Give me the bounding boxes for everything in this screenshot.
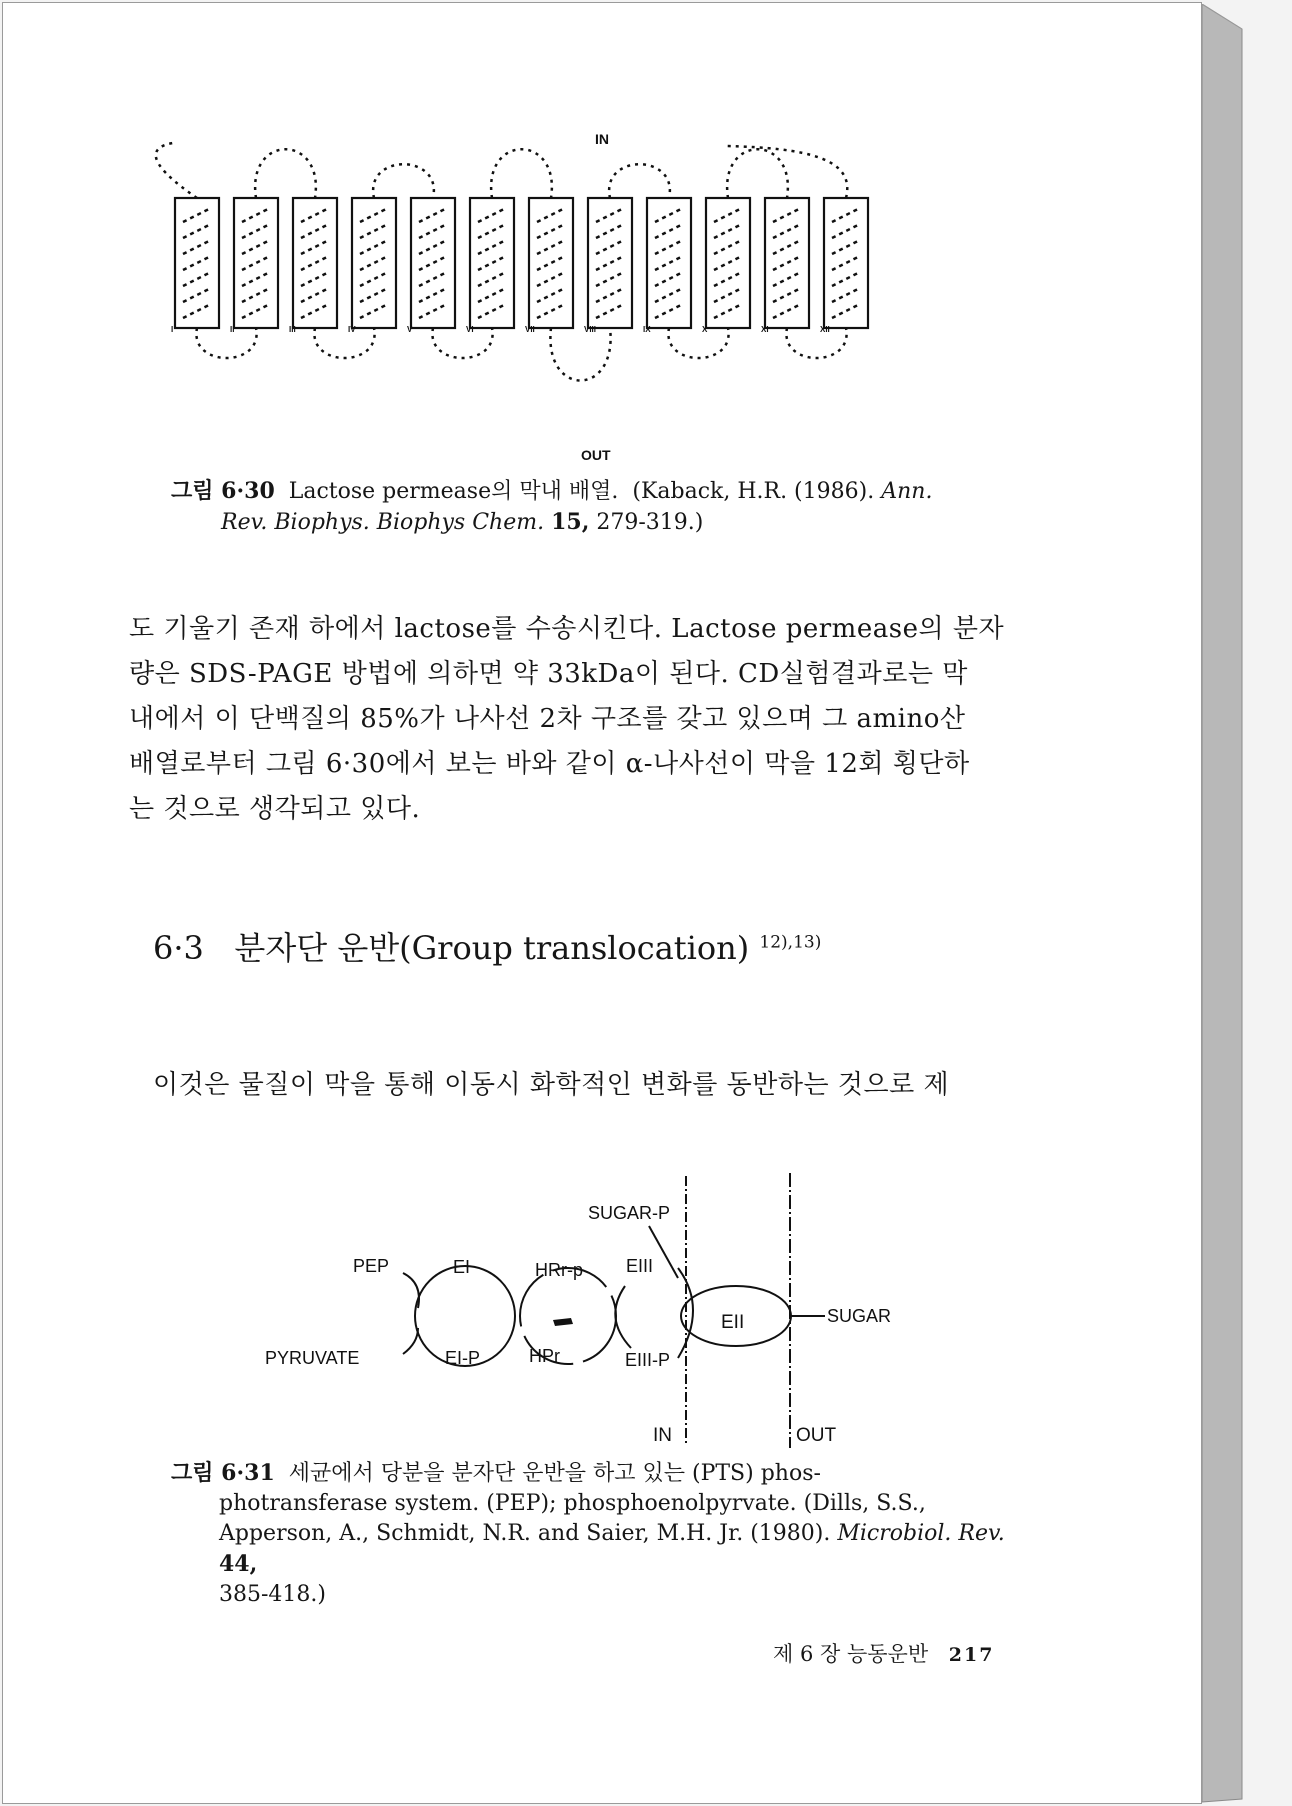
residue-stroke xyxy=(596,208,624,222)
helix-box xyxy=(293,198,337,328)
cytoplasmic-loop xyxy=(255,149,316,198)
helix-box xyxy=(529,198,573,328)
section-refs: 12),13) xyxy=(759,932,822,953)
residue-stroke xyxy=(832,224,860,238)
fig1-caption-journal-2: Rev. Biophys. Biophys Chem. xyxy=(221,510,545,535)
residue-stroke xyxy=(655,304,683,318)
residue-stroke xyxy=(596,272,624,286)
residue-stroke xyxy=(655,224,683,238)
residue-stroke xyxy=(832,304,860,318)
page-footer xyxy=(773,1638,994,1668)
periplasmic-loops xyxy=(196,328,846,381)
fig2-caption-journal: Microbiol. Rev. xyxy=(837,1521,1005,1546)
residue-stroke xyxy=(183,304,211,318)
cytoplasmic-loop xyxy=(609,164,670,198)
helix-box xyxy=(765,198,809,328)
periplasmic-loop xyxy=(432,328,492,358)
residue-stroke xyxy=(832,240,860,254)
helix-box xyxy=(706,198,750,328)
label-eii: EII xyxy=(721,1312,745,1333)
residue-stroke xyxy=(242,208,270,222)
residue-stroke xyxy=(360,288,388,302)
fig1-caption-ref: (Kaback, H.R. (1986). xyxy=(632,479,875,504)
fig2-caption-line3: Apperson, A., Schmidt, N.R. and Saier, M.H. Jr. (1980). xyxy=(219,1521,831,1546)
paragraph-1-line: 내에서 이 단백질의 85%가 나사선 2차 구조를 갖고 있으며 그 amino산 xyxy=(129,704,966,734)
residue-stroke xyxy=(419,208,447,222)
paragraph-1-line: 도 기울기 존재 하에서 lactose를 수송시킨다. Lactose permease의 분자 xyxy=(129,614,1005,644)
label-hpr: HPr xyxy=(529,1346,560,1366)
residue-stroke xyxy=(596,256,624,270)
figure-6-31-caption xyxy=(171,1458,1041,1610)
residue-stroke xyxy=(773,208,801,222)
fig2-caption-volume: 44, xyxy=(219,1551,258,1577)
residue-stroke xyxy=(419,256,447,270)
figure-6-30-caption xyxy=(171,476,1031,538)
paragraph-1 xyxy=(129,607,1059,832)
residue-stroke xyxy=(537,256,565,270)
segment-label: VI xyxy=(466,325,474,334)
paragraph-1-line: 량은 SDS-PAGE 방법에 의하면 약 33kDa이 된다. CD실험결과로는 막 xyxy=(129,659,968,689)
segment-label: II xyxy=(230,325,235,334)
residue-stroke xyxy=(537,304,565,318)
residue-stroke xyxy=(478,240,506,254)
helix-box xyxy=(647,198,691,328)
residue-stroke xyxy=(714,256,742,270)
fig1-caption-volume: 15, xyxy=(551,509,590,535)
residue-stroke xyxy=(419,304,447,318)
transmembrane-helices xyxy=(175,198,868,328)
residue-stroke xyxy=(419,240,447,254)
residue-stroke xyxy=(655,272,683,286)
residue-stroke xyxy=(714,208,742,222)
residue-stroke xyxy=(832,256,860,270)
residue-stroke xyxy=(301,304,329,318)
fig2-caption-number: 그림 6·31 xyxy=(171,1460,275,1486)
segment-label: IV xyxy=(348,325,356,334)
residue-stroke xyxy=(773,272,801,286)
residue-stroke xyxy=(242,288,270,302)
residue-stroke xyxy=(419,272,447,286)
periplasmic-loop xyxy=(668,328,728,358)
residue-stroke xyxy=(360,208,388,222)
residue-stroke xyxy=(360,256,388,270)
residue-stroke xyxy=(301,240,329,254)
residue-stroke xyxy=(537,224,565,238)
label-sugar-p: SUGAR-P xyxy=(588,1203,671,1223)
residue-stroke xyxy=(478,288,506,302)
label-eiii-p: EIII-P xyxy=(625,1350,671,1370)
label-ei: EI xyxy=(453,1257,471,1277)
segment-label: XI xyxy=(761,325,769,334)
residue-stroke xyxy=(301,208,329,222)
segment-label: XII xyxy=(820,325,830,334)
helix-box xyxy=(175,198,219,328)
residue-stroke xyxy=(714,224,742,238)
residue-stroke xyxy=(537,240,565,254)
helix-box xyxy=(411,198,455,328)
cytoplasmic-loop xyxy=(491,149,552,198)
residue-stroke xyxy=(183,256,211,270)
residue-stroke xyxy=(773,304,801,318)
label-pep: PEP xyxy=(353,1256,390,1276)
cycle-eiii xyxy=(615,1286,631,1348)
residue-stroke xyxy=(537,288,565,302)
fig1-label-in: IN xyxy=(595,131,609,147)
residue-stroke xyxy=(832,272,860,286)
residue-stroke xyxy=(301,224,329,238)
residue-stroke xyxy=(714,288,742,302)
label-pyruvate: PYRUVATE xyxy=(265,1348,360,1368)
helix-box xyxy=(824,198,868,328)
residue-stroke xyxy=(360,304,388,318)
segment-label: V xyxy=(407,325,413,334)
residue-stroke xyxy=(301,288,329,302)
residue-stroke xyxy=(714,304,742,318)
fig1-caption-journal-1: Ann. xyxy=(881,479,933,504)
fig1-caption-title: Lactose permease의 막내 배열. xyxy=(288,479,619,504)
residue-stroke xyxy=(183,240,211,254)
residue-stroke xyxy=(596,288,624,302)
residue-stroke xyxy=(242,224,270,238)
residue-stroke xyxy=(655,208,683,222)
section-number: 6·3 xyxy=(153,929,204,967)
residue-stroke xyxy=(832,288,860,302)
residue-stroke xyxy=(773,256,801,270)
residue-stroke xyxy=(655,288,683,302)
residue-stroke xyxy=(537,208,565,222)
residue-stroke xyxy=(242,240,270,254)
residue-stroke xyxy=(360,240,388,254)
label-hrr-p: HRr-p xyxy=(535,1260,583,1280)
fig2-caption-title: 세균에서 당분을 분자단 운반을 하고 있는 (PTS) phos- xyxy=(288,1461,821,1486)
book-spine xyxy=(1202,4,1290,1804)
periplasmic-loop xyxy=(314,328,374,358)
segment-label: III xyxy=(289,325,296,334)
segment-label: I xyxy=(171,325,174,334)
label-in: IN xyxy=(653,1425,672,1446)
label-sugar: SUGAR xyxy=(827,1306,892,1326)
page-number: 217 xyxy=(948,1644,995,1666)
helix-box xyxy=(588,198,632,328)
residue-stroke xyxy=(596,304,624,318)
residue-stroke xyxy=(242,272,270,286)
paragraph-2-line: 이것은 물질이 막을 통해 이동시 화학적인 변화를 동반하는 것으로 제 xyxy=(153,1070,950,1100)
residue-stroke xyxy=(242,304,270,318)
paragraph-1-line: 배열로부터 그림 6·30에서 보는 바와 같이 α-나사선이 막을 12회 횡단하 xyxy=(129,749,970,779)
residue-stroke xyxy=(596,240,624,254)
fig2-caption-line2: photransferase system. (PEP); phosphoenolpyrvate. (Dills, S.S., xyxy=(219,1491,926,1516)
residue-stroke xyxy=(478,304,506,318)
residue-stroke xyxy=(242,256,270,270)
residue-stroke xyxy=(655,240,683,254)
periplasmic-loop xyxy=(550,328,610,381)
section-title: 분자단 운반(Group translocation) xyxy=(234,929,750,967)
arrow-pyruvate xyxy=(403,1328,418,1354)
residue-stroke xyxy=(183,224,211,238)
residue-stroke xyxy=(301,272,329,286)
blob xyxy=(553,1318,573,1326)
arrow-sugar-p xyxy=(649,1226,678,1278)
segment-labels xyxy=(171,325,830,334)
paragraph-2 xyxy=(153,1063,1083,1108)
cytoplasmic-loop xyxy=(373,164,434,198)
fig1-caption-pages: 279-319.) xyxy=(596,510,704,535)
cytoplasmic-loop xyxy=(727,149,788,198)
residue-stroke xyxy=(832,208,860,222)
residue-stroke xyxy=(419,288,447,302)
paragraph-1-line: 는 것으로 생각되고 있다. xyxy=(129,794,421,824)
residue-stroke xyxy=(714,272,742,286)
residue-stroke xyxy=(183,288,211,302)
residue-stroke xyxy=(478,208,506,222)
label-ei-p: EI-P xyxy=(445,1348,481,1368)
n-terminus xyxy=(156,143,197,198)
figure-6-31 xyxy=(253,1168,923,1453)
residue-stroke xyxy=(183,208,211,222)
cytoplasmic-loops xyxy=(156,143,847,198)
periplasmic-loop xyxy=(196,328,256,358)
residue-stroke xyxy=(773,288,801,302)
segment-label: VII xyxy=(525,325,535,334)
segment-label: IX xyxy=(643,325,651,334)
residue-stroke xyxy=(596,224,624,238)
residue-stroke xyxy=(478,224,506,238)
residue-stroke xyxy=(655,256,683,270)
helix-box xyxy=(352,198,396,328)
residue-stroke xyxy=(301,256,329,270)
residue-stroke xyxy=(419,224,447,238)
fig1-caption-number: 그림 6·30 xyxy=(171,478,275,504)
helix-box xyxy=(234,198,278,328)
residue-stroke xyxy=(537,272,565,286)
fig1-label-out: OUT xyxy=(581,447,611,463)
residue-stroke xyxy=(478,272,506,286)
segment-label: VIII xyxy=(584,325,597,334)
section-heading xyxy=(153,923,821,969)
residue-stroke xyxy=(773,240,801,254)
residue-stroke xyxy=(478,256,506,270)
label-out: OUT xyxy=(796,1425,837,1446)
chapter-label: 제 6 장 능동운반 xyxy=(773,1642,929,1666)
helix-box xyxy=(470,198,514,328)
residue-stroke xyxy=(360,224,388,238)
segment-label: X xyxy=(702,325,708,334)
residue-stroke xyxy=(714,240,742,254)
label-eiii: EIII xyxy=(626,1256,654,1276)
residue-stroke xyxy=(773,224,801,238)
periplasmic-loop xyxy=(786,328,846,358)
figure-6-30 xyxy=(153,118,1033,468)
residue-stroke xyxy=(360,272,388,286)
fig2-caption-line4: 385-418.) xyxy=(219,1582,326,1607)
residue-stroke xyxy=(183,272,211,286)
book-page xyxy=(2,2,1202,1804)
